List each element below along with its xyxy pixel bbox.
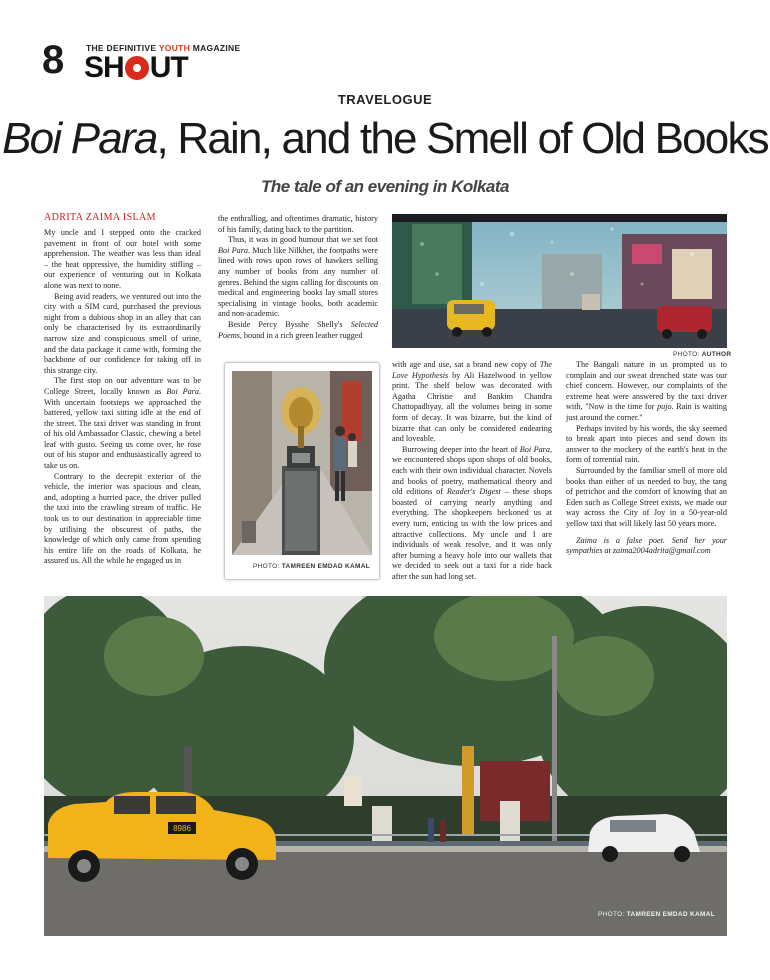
article-headline: Boi Para, Rain, and the Smell of Old Books [2,114,768,163]
page-number: 8 [42,38,65,82]
taxi-number: 8986 [173,824,191,833]
magazine-tagline: THE DEFINITIVE YOUTH MAGAZINE [86,43,241,53]
shout-logo: SH UT [84,51,188,84]
middle-photo-credit: PHOTO: TAMREEN EMDAD KAMAL [253,563,370,570]
column-1: My uncle and I stepped onto the cracked pavement in front of our hotel with some apprehension. The weather was less than ideal – the heat oppressive, the humidity stifling – our experience of venturing out in Kolkata alone was next to none. Being avid readers, we ventured out into the city with a SIM card, purchased the previous night from a dubious shop in an alley that can only be characterised by its extraordinarily narrow size and conspicuous smell of urine, and the data package it came with, forming the backbone of our confidence for taking off in this strange city. The first stop on our adventure was to be College Street, locally known as Boi Para. With uncertain footsteps we approached the battered, yellow taxi sitting idle at the end of the street. The taxi driver was standing in front of his old Ambassador Classic, chewing a betel leaf with gusto. Seeing us come over, he rose out of his stupor and enthusiastically agreed to take us on. Contrary to the decrepit exterior of the vehicle, the interior was spacious and clean, and, adopting a hurried pace, the driver pulled the taxi into the crawling stream of traffic. He took us to our destination in appreciable time by utilising the obscurest of paths, the knowledge of which only came from spending his entire life on the roads of Kolkata, he assured us. All the while he engaged us in [44,228,202,566]
column-4: The Bangali nature in us prompted us to complain and our sweat drenched state was our chief concern. However, our complaints of the extreme heat were answered by the taxi driver with, "Now is the time for pujo. Rain is waiting just around the corner." Perhaps invited by his words, the sky seemed to break apart into pieces and send down its answer to the mockery of the earth's heat in the form of torrential rain. Surrounded by the familiar smell of more old books than either of us needed to buy, the tang of petrichor and the comfort of knowing that an Eden such as College Street exists, we made our way across the City of Joy in a 50-year-old yellow taxi that will likely last 50 years more. Zaima is a false poet. Send her your sympathies at zaima2004adrita@gmail.com [566,360,727,556]
college-street-taxi-photo [44,596,727,936]
author-note: Zaima is a false poet. Send her your sympathies at zaima2004adrita@gmail.com [566,535,727,556]
article-subtitle: The tale of an evening in Kolkata [261,177,509,196]
rainy-taxi-window-photo [392,214,727,348]
bottom-photo-credit: PHOTO: TAMREEN EMDAD KAMAL [598,911,715,918]
section-label: TRAVELOGUE [337,92,433,107]
gramophone-photo-frame [224,362,380,580]
column-2: the enthralling, and oftentimes dramatic, history of his family, dating back to the partition. Thus, it was in good humour that we set foot Boi Para. Much like Nilkhet, the footpaths were lined with rows upon rows of hawkers selling any number of books from any number of genres. Behind the signs calling for discounts on medical and engineering books lay small stores specialising in vintage books, both academic and non-academic. Beside Percy Bysshe Shelly's Selected Poems, bound in a rich green leather rugged [218,214,378,340]
column-3: with age and use, sat a brand new copy of The Love Hypothesis by Ali Hazelwood in yellow print. The shelf below was decorated with Agatha Christie and Bankim Chandra Chattopadhyay, all the volumes being in some form of decay. It was bizarre, but the kind of bizarre that can only be considered endearing and loveable. Burrowing deeper into the heart of Boi Para, we encountered shops upon shops of old books, each with their own individual character. Novels and books of poetry, mathematical theory and old editions of Reader's Digest – these shops boasted of carrying nearly anything and everything. The shopkeepers beckoned us at every turn, enticing us with the low prices and attractive collections. My uncle and I are individuals of weak resolve, and it was only after burning a heavy hole into our wallets that we decided to seek out a taxi for a ride back after the sun had long set. [392,360,552,581]
logo-o-icon [125,56,149,80]
top-photo-credit: PHOTO: AUTHOR [673,351,732,358]
byline: ADRITA ZAIMA ISLAM [44,212,156,223]
gramophone-street-photo [232,371,372,555]
